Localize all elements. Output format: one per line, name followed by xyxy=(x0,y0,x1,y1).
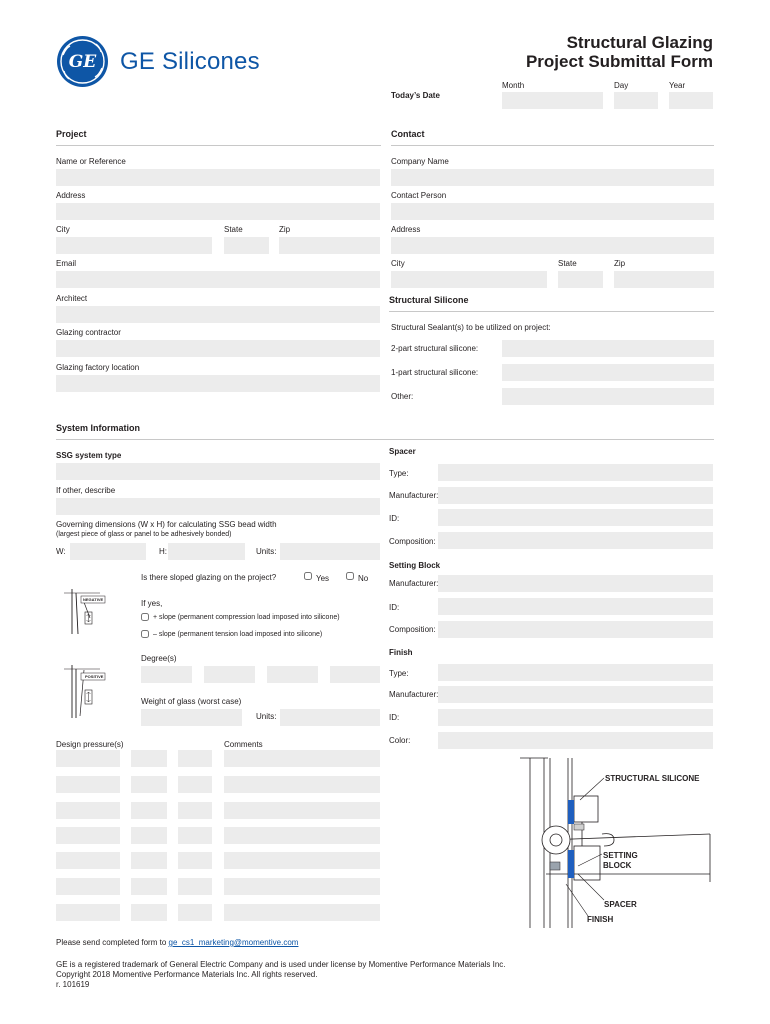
contact-email-link[interactable]: ge_cs1_marketing@momentive.com xyxy=(168,938,299,947)
structural-silicone-bead-lower xyxy=(568,850,574,878)
name-reference-label: Name or Reference xyxy=(56,157,126,166)
height-label: H: xyxy=(159,547,167,556)
system-divider xyxy=(56,439,714,440)
spacer-type-label: Type: xyxy=(389,469,409,478)
setting-block-composition-label: Composition: xyxy=(389,625,436,634)
sloped-no-label: No xyxy=(358,574,369,583)
structural-silicone-heading: Structural Silicone xyxy=(389,295,469,305)
glazing-contractor-label: Glazing contractor xyxy=(56,328,121,337)
governing-dimensions-note: (largest piece of glass or panel to be adhesively bonded) xyxy=(56,531,232,538)
contact-address-label: Address xyxy=(391,225,421,234)
contact-person-label: Contact Person xyxy=(391,191,447,200)
design-pressure-unit-field-7[interactable] xyxy=(131,904,167,921)
finish-type-label: Type: xyxy=(389,669,409,678)
glazing-factory-field[interactable] xyxy=(56,375,380,392)
sloped-no-checkbox[interactable] xyxy=(346,572,354,580)
comments-label: Comments xyxy=(224,740,263,749)
width-field[interactable] xyxy=(70,543,146,560)
contact-person-field[interactable] xyxy=(391,203,714,220)
finish-id-label: ID: xyxy=(389,713,400,722)
label-setting: SETTING xyxy=(603,851,638,860)
other-silicone-field[interactable] xyxy=(502,388,714,405)
email-field[interactable] xyxy=(56,271,380,288)
design-pressure-unit-field-6[interactable] xyxy=(131,878,167,895)
weight-of-glass-field[interactable] xyxy=(141,709,242,726)
company-name-label: Company Name xyxy=(391,157,449,166)
degrees-field-1[interactable] xyxy=(141,666,192,683)
label-structural-silicone: STRUCTURAL SILICONE xyxy=(605,774,700,783)
contact-heading: Contact xyxy=(391,129,425,139)
sloped-yes-checkbox[interactable] xyxy=(304,572,312,580)
design-pressure-field-1[interactable] xyxy=(56,750,120,767)
if-yes-label: If yes, xyxy=(141,599,163,608)
sloped-glazing-question: Is there sloped glazing on the project? xyxy=(141,573,277,582)
weight-units-field[interactable] xyxy=(280,709,380,726)
name-reference-field[interactable] xyxy=(56,169,380,186)
design-pressure-type-field-6[interactable] xyxy=(178,878,212,895)
comments-field-4[interactable] xyxy=(224,827,380,844)
sealant-intro-label: Structural Sealant(s) to be utilized on project: xyxy=(391,323,551,332)
design-pressure-field-3[interactable] xyxy=(56,802,120,819)
spacer-id-field[interactable] xyxy=(438,509,713,526)
contact-state-label: State xyxy=(558,259,577,268)
design-pressure-type-field-5[interactable] xyxy=(178,852,212,869)
label-spacer: SPACER xyxy=(604,900,637,909)
project-city-field[interactable] xyxy=(56,237,212,254)
project-zip-label: Zip xyxy=(279,225,291,234)
project-address-label: Address xyxy=(56,191,86,200)
finish-heading: Finish xyxy=(389,648,413,657)
comments-field-7[interactable] xyxy=(224,904,380,921)
brand-name: GE Silicones xyxy=(120,48,260,75)
system-information-heading: System Information xyxy=(56,423,141,433)
contact-zip-label: Zip xyxy=(614,259,626,268)
spacer-heading: Spacer xyxy=(389,447,416,456)
plus-slope-label: + slope (permanent compression load imposed into silicone) xyxy=(153,614,340,621)
project-heading: Project xyxy=(56,129,87,139)
design-pressure-field-5[interactable] xyxy=(56,852,120,869)
one-part-silicone-label: 1-part structural silicone: xyxy=(391,368,479,377)
label-finish: FINISH xyxy=(587,915,614,924)
two-part-silicone-field[interactable] xyxy=(502,340,714,357)
project-city-label: City xyxy=(56,225,70,234)
minus-slope-checkbox[interactable] xyxy=(141,630,149,638)
positive-tag: POSITIVE xyxy=(85,674,104,679)
spacer-manufacturer-label: Manufacturer: xyxy=(389,491,439,500)
contact-address-field[interactable] xyxy=(391,237,714,254)
project-address-field[interactable] xyxy=(56,203,380,220)
structural-silicone-bead-upper xyxy=(568,800,574,824)
day-label: Day xyxy=(614,81,629,90)
plus-slope-checkbox[interactable] xyxy=(141,613,149,621)
dimension-units-label: Units: xyxy=(256,547,277,556)
revision-text: r. 101619 xyxy=(56,980,90,989)
setting-block-id-field[interactable] xyxy=(438,598,713,615)
dimension-units-field[interactable] xyxy=(280,543,380,560)
two-part-silicone-label: 2-part structural silicone: xyxy=(391,344,479,353)
other-silicone-label: Other: xyxy=(391,392,414,401)
finish-manufacturer-field[interactable] xyxy=(438,686,713,703)
spacer-composition-field[interactable] xyxy=(438,532,713,549)
sloped-yes-label: Yes xyxy=(316,574,330,583)
month-field[interactable] xyxy=(502,92,603,109)
day-field[interactable] xyxy=(614,92,658,109)
contact-city-label: City xyxy=(391,259,405,268)
degrees-field-2[interactable] xyxy=(204,666,255,683)
project-zip-field[interactable] xyxy=(279,237,380,254)
setting-block-manufacturer-field[interactable] xyxy=(438,575,713,592)
design-pressure-unit-field-1[interactable] xyxy=(131,750,167,767)
minus-slope-label: – slope (permanent tension load imposed into silicone) xyxy=(153,631,323,638)
design-pressure-type-field-1[interactable] xyxy=(178,750,212,767)
ssg-system-type-field[interactable] xyxy=(56,463,380,480)
finish-manufacturer-label: Manufacturer: xyxy=(389,690,439,699)
trademark-text: GE is a registered trademark of General Electric Company and is used under license by Momentive Performance Materials Inc. xyxy=(56,960,506,969)
design-pressure-field-7[interactable] xyxy=(56,904,120,921)
spacer-id-label: ID: xyxy=(389,514,400,523)
design-pressure-type-field-3[interactable] xyxy=(178,802,212,819)
if-other-describe-label: If other, describe xyxy=(56,486,116,495)
design-pressure-type-field-7[interactable] xyxy=(178,904,212,921)
setting-block-manufacturer-label: Manufacturer: xyxy=(389,579,439,588)
design-pressure-label: Design pressure(s) xyxy=(56,740,124,749)
if-other-describe-field[interactable] xyxy=(56,498,380,515)
send-text: Please send completed form to xyxy=(56,938,169,947)
finish-color-label: Color: xyxy=(389,736,411,745)
comments-field-1[interactable] xyxy=(224,750,380,767)
company-name-field[interactable] xyxy=(391,169,714,186)
one-part-silicone-field[interactable] xyxy=(502,364,714,381)
finish-color-field[interactable] xyxy=(438,732,713,749)
architect-label: Architect xyxy=(56,294,88,303)
form-title-line2: Project Submittal Form xyxy=(525,52,713,71)
copyright-text: Copyright 2018 Momentive Performance Materials Inc. All rights reserved. xyxy=(56,970,318,979)
width-label: W: xyxy=(56,547,66,556)
degrees-label: Degree(s) xyxy=(141,654,177,663)
architect-field[interactable] xyxy=(56,306,380,323)
design-pressure-unit-field-2[interactable] xyxy=(131,776,167,793)
setting-block-heading: Setting Block xyxy=(389,561,441,570)
design-pressure-field-2[interactable] xyxy=(56,776,120,793)
governing-dimensions-label: Governing dimensions (W x H) for calculating SSG bead width xyxy=(56,520,277,529)
weight-of-glass-label: Weight of glass (worst case) xyxy=(141,697,242,706)
finish-id-field[interactable] xyxy=(438,709,713,726)
contact-zip-field[interactable] xyxy=(614,271,714,288)
comments-field-6[interactable] xyxy=(224,878,380,895)
project-divider xyxy=(56,145,381,146)
form-title-line1: Structural Glazing xyxy=(566,33,713,52)
comments-field-2[interactable] xyxy=(224,776,380,793)
contact-divider xyxy=(391,145,714,146)
negative-slope-diagram xyxy=(60,584,110,640)
label-block: BLOCK xyxy=(603,861,632,870)
spacer-type-field[interactable] xyxy=(438,464,713,481)
design-pressure-unit-field-3[interactable] xyxy=(131,802,167,819)
year-field[interactable] xyxy=(669,92,713,109)
spacer-manufacturer-field[interactable] xyxy=(438,487,713,504)
positive-slope-diagram xyxy=(60,660,110,722)
height-field[interactable] xyxy=(168,543,245,560)
setting-block-id-label: ID: xyxy=(389,603,400,612)
design-pressure-type-field-4[interactable] xyxy=(178,827,212,844)
design-pressure-unit-field-5[interactable] xyxy=(131,852,167,869)
project-state-label: State xyxy=(224,225,243,234)
ge-logo xyxy=(56,35,109,88)
degrees-field-4[interactable] xyxy=(330,666,380,683)
email-label: Email xyxy=(56,259,77,268)
setting-block-composition-field[interactable] xyxy=(438,621,713,638)
send-instructions xyxy=(56,938,298,947)
weight-units-label: Units: xyxy=(256,712,277,721)
glazing-contractor-field[interactable] xyxy=(56,340,380,357)
project-state-field[interactable] xyxy=(224,237,269,254)
design-pressure-field-4[interactable] xyxy=(56,827,120,844)
ssg-system-type-label: SSG system type xyxy=(56,451,122,460)
logo-monogram: GE xyxy=(68,52,97,72)
contact-city-field[interactable] xyxy=(391,271,547,288)
design-pressure-type-field-2[interactable] xyxy=(178,776,212,793)
silicone-divider xyxy=(389,311,714,312)
glazing-factory-label: Glazing factory location xyxy=(56,363,140,372)
todays-date-label: Today’s Date xyxy=(391,91,440,100)
contact-state-field[interactable] xyxy=(558,271,603,288)
degrees-field-3[interactable] xyxy=(267,666,318,683)
spacer-composition-label: Composition: xyxy=(389,537,436,546)
year-label: Year xyxy=(669,81,686,90)
design-pressure-unit-field-4[interactable] xyxy=(131,827,167,844)
negative-tag: NEGATIVE xyxy=(83,597,104,602)
finish-type-field[interactable] xyxy=(438,664,713,681)
comments-field-3[interactable] xyxy=(224,802,380,819)
design-pressure-field-6[interactable] xyxy=(56,878,120,895)
comments-field-5[interactable] xyxy=(224,852,380,869)
month-label: Month xyxy=(502,81,525,90)
